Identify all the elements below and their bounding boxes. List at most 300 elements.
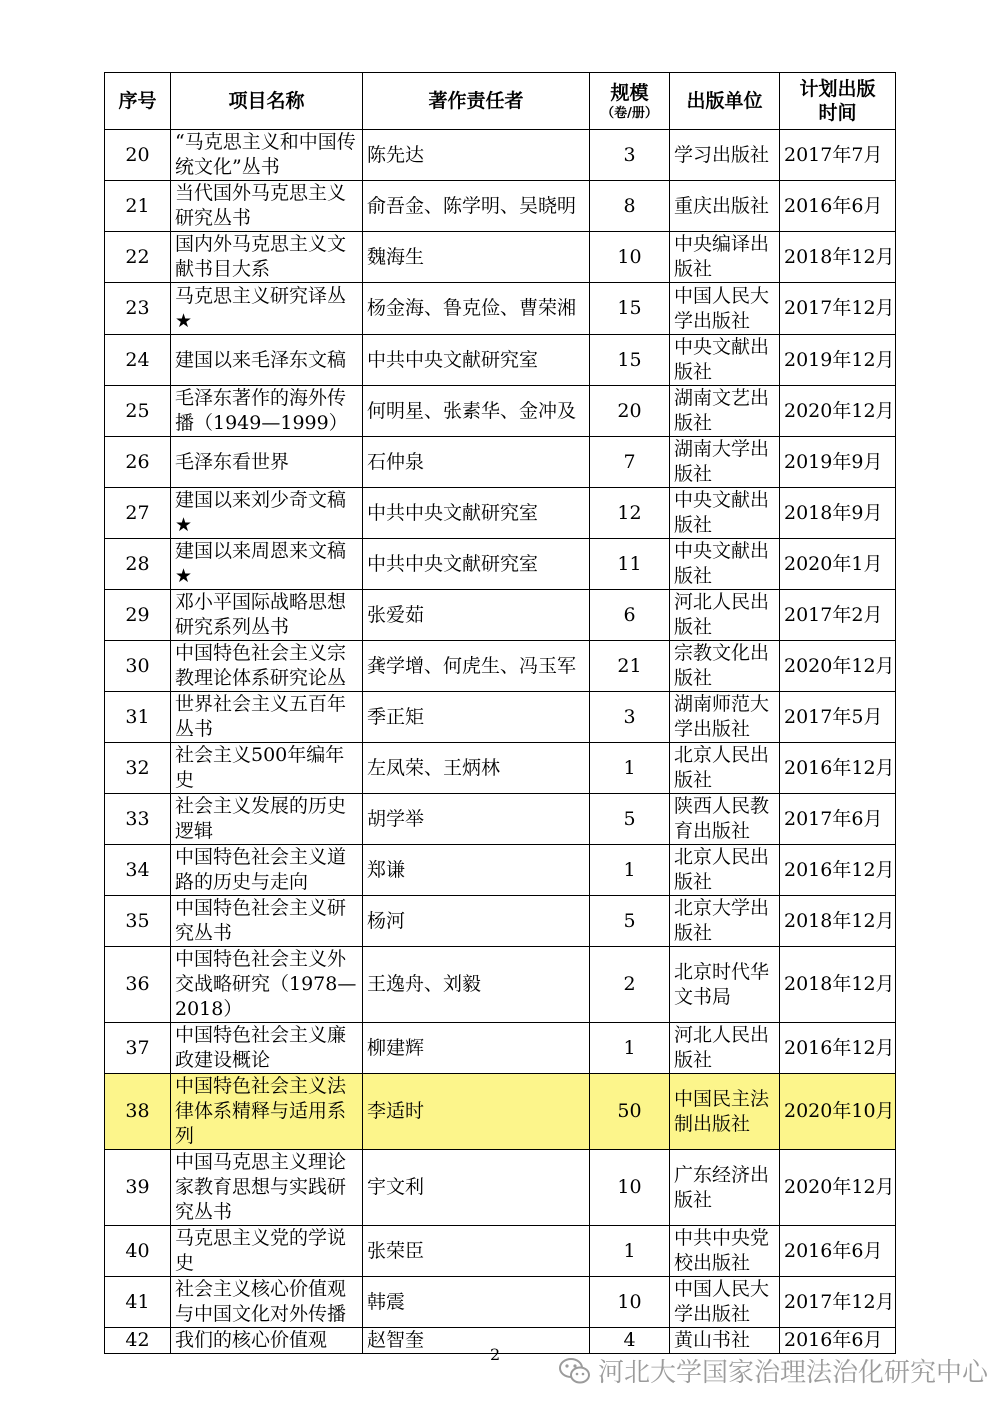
cell-name bbox=[171, 437, 363, 488]
cell-name bbox=[171, 539, 363, 590]
cell-name bbox=[171, 1023, 363, 1074]
cell-scale-text: 5 bbox=[623, 807, 636, 830]
cell-no-text: 26 bbox=[125, 450, 150, 473]
cell-publisher-text: 中央文献出版社 bbox=[674, 336, 770, 383]
cell-author-text: 李适时 bbox=[367, 1100, 425, 1122]
table-row bbox=[105, 386, 896, 437]
cell-name bbox=[171, 896, 363, 947]
cell-no bbox=[105, 1226, 171, 1277]
cell-author bbox=[363, 1277, 590, 1328]
cell-date-text: 2016年12月 bbox=[784, 756, 895, 779]
cell-publisher bbox=[670, 283, 780, 335]
cell-date bbox=[780, 1023, 896, 1074]
cell-date-text: 2017年7月 bbox=[784, 143, 883, 166]
cell-name bbox=[171, 181, 363, 232]
cell-author bbox=[363, 743, 590, 794]
cell-publisher-text: 湖南文艺出版社 bbox=[674, 387, 770, 434]
cell-name bbox=[171, 386, 363, 437]
cell-author bbox=[363, 437, 590, 488]
cell-scale-text: 1 bbox=[623, 1036, 636, 1059]
cell-author-text: 宇文利 bbox=[367, 1176, 425, 1198]
cell-author bbox=[363, 539, 590, 590]
cell-publisher-text: 中国人民大学出版社 bbox=[674, 284, 770, 332]
cell-publisher-text: 广东经济出版社 bbox=[674, 1163, 770, 1211]
cell-name bbox=[171, 590, 363, 641]
cell-date-text: 2017年12月 bbox=[784, 1290, 895, 1313]
cell-scale-text: 15 bbox=[617, 297, 642, 319]
cell-publisher bbox=[670, 896, 780, 947]
cell-scale-text: 10 bbox=[617, 1176, 642, 1198]
cell-no-text: 36 bbox=[125, 973, 150, 995]
cell-no bbox=[105, 947, 171, 1023]
cell-author-text: 石仲泉 bbox=[367, 450, 425, 473]
watermark-text: 河北大学国家治理法治化研究中心 bbox=[598, 1358, 989, 1388]
cell-author-text: 中共中央文献研究室 bbox=[367, 348, 539, 371]
cell-date bbox=[780, 437, 896, 488]
cell-author bbox=[363, 386, 590, 437]
cell-date bbox=[780, 947, 896, 1023]
cell-scale bbox=[590, 130, 670, 181]
cell-author bbox=[363, 335, 590, 386]
cell-scale bbox=[590, 794, 670, 845]
cell-date-text: 2017年2月 bbox=[784, 603, 883, 626]
cell-no bbox=[105, 845, 171, 896]
cell-author-text: 郑谦 bbox=[367, 858, 406, 881]
cell-author bbox=[363, 488, 590, 539]
cell-date-text: 2020年12月 bbox=[784, 1176, 895, 1198]
cell-date bbox=[780, 488, 896, 539]
header-date bbox=[780, 73, 896, 130]
cell-name-text: 国内外马克思主义文献书目大系 bbox=[175, 233, 347, 280]
cell-author-text: 魏海生 bbox=[367, 245, 425, 268]
table-row bbox=[105, 488, 896, 539]
cell-no-text: 33 bbox=[125, 807, 150, 830]
cell-date bbox=[780, 896, 896, 947]
cell-publisher-text: 北京时代华文书局 bbox=[674, 960, 770, 1008]
cell-date-text: 2020年1月 bbox=[784, 552, 883, 575]
cell-author-text: 陈先达 bbox=[367, 143, 425, 166]
cell-scale-text: 12 bbox=[617, 501, 642, 524]
cell-date bbox=[780, 845, 896, 896]
cell-publisher-text: 湖南大学出版社 bbox=[674, 438, 770, 485]
cell-name-text: 邓小平国际战略思想研究系列丛书 bbox=[175, 591, 347, 638]
cell-no-text: 37 bbox=[125, 1036, 150, 1059]
cell-publisher-text: 中共中央党校出版社 bbox=[674, 1227, 770, 1274]
cell-publisher bbox=[670, 232, 780, 283]
cell-author bbox=[363, 896, 590, 947]
cell-scale bbox=[590, 488, 670, 539]
cell-name-text: 中国马克思主义理论家教育思想与实践研究丛书 bbox=[175, 1151, 347, 1223]
table-row bbox=[105, 130, 896, 181]
table-row bbox=[105, 181, 896, 232]
cell-publisher bbox=[670, 1150, 780, 1226]
cell-author-text: 龚学增、何虎生、冯玉军 bbox=[367, 654, 577, 677]
cell-scale-text: 11 bbox=[617, 552, 642, 575]
table-row bbox=[105, 1226, 896, 1277]
cell-name bbox=[171, 488, 363, 539]
table-row bbox=[105, 845, 896, 896]
cell-date bbox=[780, 1277, 896, 1328]
cell-publisher bbox=[670, 845, 780, 896]
cell-no-text: 35 bbox=[125, 909, 150, 932]
cell-scale bbox=[590, 743, 670, 794]
cell-name bbox=[171, 232, 363, 283]
cell-name-text: 中国特色社会主义研究丛书 bbox=[175, 897, 347, 944]
cell-no bbox=[105, 1328, 171, 1354]
cell-scale bbox=[590, 641, 670, 692]
cell-name-text: 中国特色社会主义法律体系精释与适用系列 bbox=[175, 1075, 347, 1147]
cell-scale-text: 21 bbox=[617, 654, 642, 677]
cell-scale bbox=[590, 1328, 670, 1354]
cell-publisher bbox=[670, 1328, 780, 1354]
cell-date-text: 2017年5月 bbox=[784, 705, 883, 728]
cell-author-text: 季正矩 bbox=[367, 705, 425, 728]
cell-author bbox=[363, 692, 590, 743]
cell-publisher bbox=[670, 1277, 780, 1328]
cell-date bbox=[780, 283, 896, 335]
cell-no-text: 32 bbox=[125, 756, 150, 779]
header-scale-label: 规模 bbox=[610, 81, 649, 104]
cell-author-text: 胡学举 bbox=[367, 807, 425, 830]
cell-date bbox=[780, 539, 896, 590]
cell-scale-text: 8 bbox=[623, 194, 636, 217]
cell-author bbox=[363, 794, 590, 845]
cell-author-text: 杨金海、鲁克俭、曹荣湘 bbox=[367, 297, 577, 319]
cell-date bbox=[780, 335, 896, 386]
cell-no bbox=[105, 232, 171, 283]
cell-no bbox=[105, 794, 171, 845]
cell-date bbox=[780, 794, 896, 845]
cell-author bbox=[363, 1150, 590, 1226]
cell-publisher bbox=[670, 743, 780, 794]
cell-author bbox=[363, 845, 590, 896]
cell-date-text: 2018年12月 bbox=[784, 245, 895, 268]
cell-author-text: 左凤荣、王炳林 bbox=[367, 756, 501, 779]
cell-no-text: 38 bbox=[125, 1100, 150, 1122]
cell-author bbox=[363, 1328, 590, 1354]
cell-scale-text: 50 bbox=[617, 1100, 642, 1122]
cell-name-text: 中国特色社会主义廉政建设概论 bbox=[175, 1024, 347, 1071]
cell-author-text: 中共中央文献研究室 bbox=[367, 552, 539, 575]
cell-date-text: 2020年12月 bbox=[784, 654, 895, 677]
cell-no bbox=[105, 335, 171, 386]
cell-no-text: 20 bbox=[125, 143, 150, 166]
cell-name-text: 当代国外马克思主义研究丛书 bbox=[175, 182, 347, 229]
cell-date bbox=[780, 181, 896, 232]
header-date-line2: 时间 bbox=[818, 102, 857, 124]
table-row bbox=[105, 437, 896, 488]
cell-author-text: 中共中央文献研究室 bbox=[367, 501, 539, 524]
star-mark: ★ bbox=[175, 514, 193, 536]
table-row bbox=[105, 692, 896, 743]
project-table bbox=[104, 72, 896, 1354]
cell-author bbox=[363, 130, 590, 181]
cell-scale bbox=[590, 896, 670, 947]
cell-author-text: 杨河 bbox=[367, 909, 406, 932]
cell-scale bbox=[590, 1074, 670, 1150]
cell-author bbox=[363, 947, 590, 1023]
table-header-row bbox=[105, 73, 896, 130]
cell-date bbox=[780, 1226, 896, 1277]
cell-name-text: 社会主义核心价值观与中国文化对外传播 bbox=[175, 1278, 347, 1325]
watermark bbox=[558, 1352, 988, 1389]
cell-name-text: 建国以来周恩来文稿 bbox=[175, 540, 347, 562]
cell-scale-text: 2 bbox=[623, 973, 636, 995]
cell-name-text: 马克思主义党的学说史 bbox=[175, 1227, 347, 1274]
cell-name bbox=[171, 947, 363, 1023]
cell-no-text: 31 bbox=[125, 705, 150, 728]
cell-no bbox=[105, 488, 171, 539]
cell-date-text: 2019年12月 bbox=[784, 348, 895, 371]
cell-publisher bbox=[670, 335, 780, 386]
cell-publisher-text: 河北人民出版社 bbox=[674, 1024, 770, 1071]
cell-name bbox=[171, 692, 363, 743]
star-mark: ★ bbox=[175, 309, 193, 332]
cell-scale-text: 6 bbox=[623, 603, 636, 626]
cell-name bbox=[171, 1277, 363, 1328]
cell-scale-text: 4 bbox=[623, 1329, 636, 1351]
cell-name bbox=[171, 1074, 363, 1150]
table-row bbox=[105, 1150, 896, 1226]
cell-no bbox=[105, 1150, 171, 1226]
table-row bbox=[105, 1023, 896, 1074]
cell-no-text: 29 bbox=[125, 603, 150, 626]
cell-author-text: 王逸舟、刘毅 bbox=[367, 973, 482, 995]
cell-no bbox=[105, 539, 171, 590]
cell-scale-text: 1 bbox=[623, 1239, 636, 1262]
header-no: 序号 bbox=[105, 73, 171, 130]
cell-publisher-text: 北京人民出版社 bbox=[674, 846, 770, 893]
cell-scale bbox=[590, 1023, 670, 1074]
cell-name-text: 毛泽东看世界 bbox=[175, 450, 290, 473]
cell-publisher-text: 中央文献出版社 bbox=[674, 540, 770, 587]
cell-name bbox=[171, 641, 363, 692]
cell-date-text: 2019年9月 bbox=[784, 450, 883, 473]
cell-no bbox=[105, 896, 171, 947]
cell-date bbox=[780, 386, 896, 437]
cell-no-text: 30 bbox=[125, 654, 150, 677]
table-row bbox=[105, 794, 896, 845]
cell-name-text: 社会主义500年编年史 bbox=[175, 744, 345, 791]
table-row bbox=[105, 283, 896, 335]
cell-name bbox=[171, 794, 363, 845]
cell-no-text: 39 bbox=[125, 1176, 150, 1198]
cell-publisher-text: 黄山书社 bbox=[674, 1329, 751, 1351]
table-row bbox=[105, 539, 896, 590]
cell-scale bbox=[590, 437, 670, 488]
cell-publisher bbox=[670, 386, 780, 437]
cell-no bbox=[105, 437, 171, 488]
cell-no-text: 42 bbox=[125, 1329, 150, 1351]
cell-scale-text: 20 bbox=[617, 399, 642, 422]
table-row bbox=[105, 335, 896, 386]
cell-scale-text: 5 bbox=[623, 909, 636, 932]
cell-name bbox=[171, 283, 363, 335]
cell-no bbox=[105, 1023, 171, 1074]
cell-publisher-text: 宗教文化出版社 bbox=[674, 642, 770, 689]
cell-author bbox=[363, 641, 590, 692]
cell-name-text: 我们的核心价值观 bbox=[175, 1329, 328, 1351]
cell-scale-text: 10 bbox=[617, 1290, 642, 1313]
table-row bbox=[105, 641, 896, 692]
cell-no-text: 23 bbox=[125, 297, 150, 319]
table-row bbox=[105, 232, 896, 283]
cell-no-text: 34 bbox=[125, 858, 150, 881]
header-scale-unit: （卷/册） bbox=[601, 105, 658, 121]
cell-scale-text: 1 bbox=[623, 756, 636, 779]
table-row bbox=[105, 896, 896, 947]
cell-date-text: 2018年9月 bbox=[784, 501, 883, 524]
table-row bbox=[105, 947, 896, 1023]
cell-no-text: 21 bbox=[125, 194, 150, 217]
cell-name-text: 中国特色社会主义道路的历史与走向 bbox=[175, 846, 347, 893]
cell-date bbox=[780, 1150, 896, 1226]
cell-name-text: 世界社会主义五百年丛书 bbox=[175, 693, 347, 740]
cell-date bbox=[780, 1074, 896, 1150]
header-scale bbox=[590, 73, 670, 130]
cell-scale-text: 15 bbox=[617, 348, 642, 371]
header-name: 项目名称 bbox=[171, 73, 363, 130]
cell-publisher-text: 北京人民出版社 bbox=[674, 744, 770, 791]
cell-publisher-text: 北京大学出版社 bbox=[674, 897, 770, 944]
cell-publisher-text: 学习出版社 bbox=[674, 143, 770, 166]
wechat-icon bbox=[558, 1356, 592, 1386]
table-row bbox=[105, 590, 896, 641]
cell-name bbox=[171, 845, 363, 896]
cell-date-text: 2017年12月 bbox=[784, 297, 895, 319]
cell-name bbox=[171, 743, 363, 794]
cell-scale bbox=[590, 845, 670, 896]
cell-date-text: 2018年12月 bbox=[784, 909, 895, 932]
cell-publisher bbox=[670, 181, 780, 232]
cell-name bbox=[171, 1328, 363, 1354]
cell-scale bbox=[590, 692, 670, 743]
cell-name bbox=[171, 1226, 363, 1277]
cell-author bbox=[363, 1226, 590, 1277]
cell-no-text: 28 bbox=[125, 552, 150, 575]
cell-publisher bbox=[670, 1226, 780, 1277]
cell-name bbox=[171, 130, 363, 181]
cell-name-text: 中国特色社会主义外交战略研究（1978—2018） bbox=[175, 948, 357, 1020]
cell-date bbox=[780, 743, 896, 794]
cell-date bbox=[780, 692, 896, 743]
page-number: 2 bbox=[490, 1345, 501, 1364]
cell-date bbox=[780, 1328, 896, 1354]
cell-scale bbox=[590, 283, 670, 335]
star-mark: ★ bbox=[175, 565, 193, 587]
cell-author-text: 张爱茹 bbox=[367, 603, 425, 626]
cell-publisher bbox=[670, 590, 780, 641]
cell-author-text: 何明星、张素华、金冲及 bbox=[367, 399, 577, 422]
cell-date bbox=[780, 641, 896, 692]
cell-no-text: 25 bbox=[125, 399, 150, 422]
cell-scale bbox=[590, 335, 670, 386]
cell-author bbox=[363, 181, 590, 232]
cell-no bbox=[105, 386, 171, 437]
cell-scale-text: 1 bbox=[623, 858, 636, 881]
cell-no-text: 41 bbox=[125, 1290, 150, 1313]
cell-date bbox=[780, 590, 896, 641]
cell-name-text: “马克思主义和中国传统文化”丛书 bbox=[175, 131, 356, 178]
cell-scale bbox=[590, 232, 670, 283]
cell-publisher bbox=[670, 641, 780, 692]
cell-publisher-text: 中央文献出版社 bbox=[674, 489, 770, 536]
cell-scale bbox=[590, 386, 670, 437]
cell-no-text: 24 bbox=[125, 348, 150, 371]
table-body bbox=[105, 130, 896, 1354]
cell-scale bbox=[590, 1150, 670, 1226]
cell-scale bbox=[590, 1226, 670, 1277]
cell-publisher bbox=[670, 130, 780, 181]
cell-publisher bbox=[670, 488, 780, 539]
cell-publisher-text: 重庆出版社 bbox=[674, 194, 770, 217]
header-publisher: 出版单位 bbox=[670, 73, 780, 130]
cell-author bbox=[363, 283, 590, 335]
cell-publisher bbox=[670, 947, 780, 1023]
cell-no bbox=[105, 130, 171, 181]
cell-scale bbox=[590, 947, 670, 1023]
table-row bbox=[105, 1277, 896, 1328]
cell-date-text: 2016年12月 bbox=[784, 858, 895, 881]
cell-name-text: 毛泽东著作的海外传播（1949—1999） bbox=[175, 387, 348, 434]
cell-name-text: 中国特色社会主义宗教理论体系研究论丛 bbox=[175, 642, 347, 689]
cell-scale bbox=[590, 590, 670, 641]
cell-publisher-text: 中国人民大学出版社 bbox=[674, 1278, 770, 1325]
cell-name bbox=[171, 1150, 363, 1226]
cell-date-text: 2017年6月 bbox=[784, 807, 883, 830]
table-row bbox=[105, 1074, 896, 1150]
header-date-line1: 计划出版 bbox=[799, 78, 876, 100]
cell-author bbox=[363, 232, 590, 283]
cell-author-text: 赵智奎 bbox=[367, 1329, 425, 1351]
cell-author bbox=[363, 590, 590, 641]
cell-no-text: 27 bbox=[125, 501, 150, 524]
cell-publisher-text: 湖南师范大学出版社 bbox=[674, 693, 770, 740]
cell-no bbox=[105, 743, 171, 794]
cell-scale-text: 10 bbox=[617, 245, 642, 268]
cell-scale-text: 7 bbox=[623, 450, 636, 473]
cell-no-text: 40 bbox=[125, 1239, 150, 1262]
cell-author-text: 俞吾金、陈学明、吴晓明 bbox=[367, 194, 577, 217]
cell-name-text: 社会主义发展的历史逻辑 bbox=[175, 795, 347, 842]
cell-no bbox=[105, 1074, 171, 1150]
cell-date-text: 2016年6月 bbox=[784, 194, 883, 217]
cell-publisher bbox=[670, 539, 780, 590]
table-row bbox=[105, 743, 896, 794]
cell-date-text: 2016年6月 bbox=[784, 1239, 883, 1262]
cell-no-text: 22 bbox=[125, 245, 150, 268]
cell-scale bbox=[590, 1277, 670, 1328]
cell-date bbox=[780, 232, 896, 283]
cell-scale bbox=[590, 539, 670, 590]
cell-no bbox=[105, 283, 171, 335]
cell-publisher bbox=[670, 1023, 780, 1074]
cell-date-text: 2020年10月 bbox=[784, 1100, 895, 1122]
cell-author bbox=[363, 1023, 590, 1074]
cell-no bbox=[105, 641, 171, 692]
cell-publisher-text: 中国民主法制出版社 bbox=[674, 1087, 770, 1135]
cell-no bbox=[105, 692, 171, 743]
cell-date bbox=[780, 130, 896, 181]
cell-publisher-text: 河北人民出版社 bbox=[674, 591, 770, 638]
cell-publisher bbox=[670, 692, 780, 743]
cell-publisher-text: 中央编译出版社 bbox=[674, 233, 770, 280]
cell-no bbox=[105, 590, 171, 641]
cell-publisher bbox=[670, 437, 780, 488]
cell-publisher bbox=[670, 1074, 780, 1150]
cell-scale bbox=[590, 181, 670, 232]
cell-date-text: 2016年6月 bbox=[784, 1329, 883, 1351]
